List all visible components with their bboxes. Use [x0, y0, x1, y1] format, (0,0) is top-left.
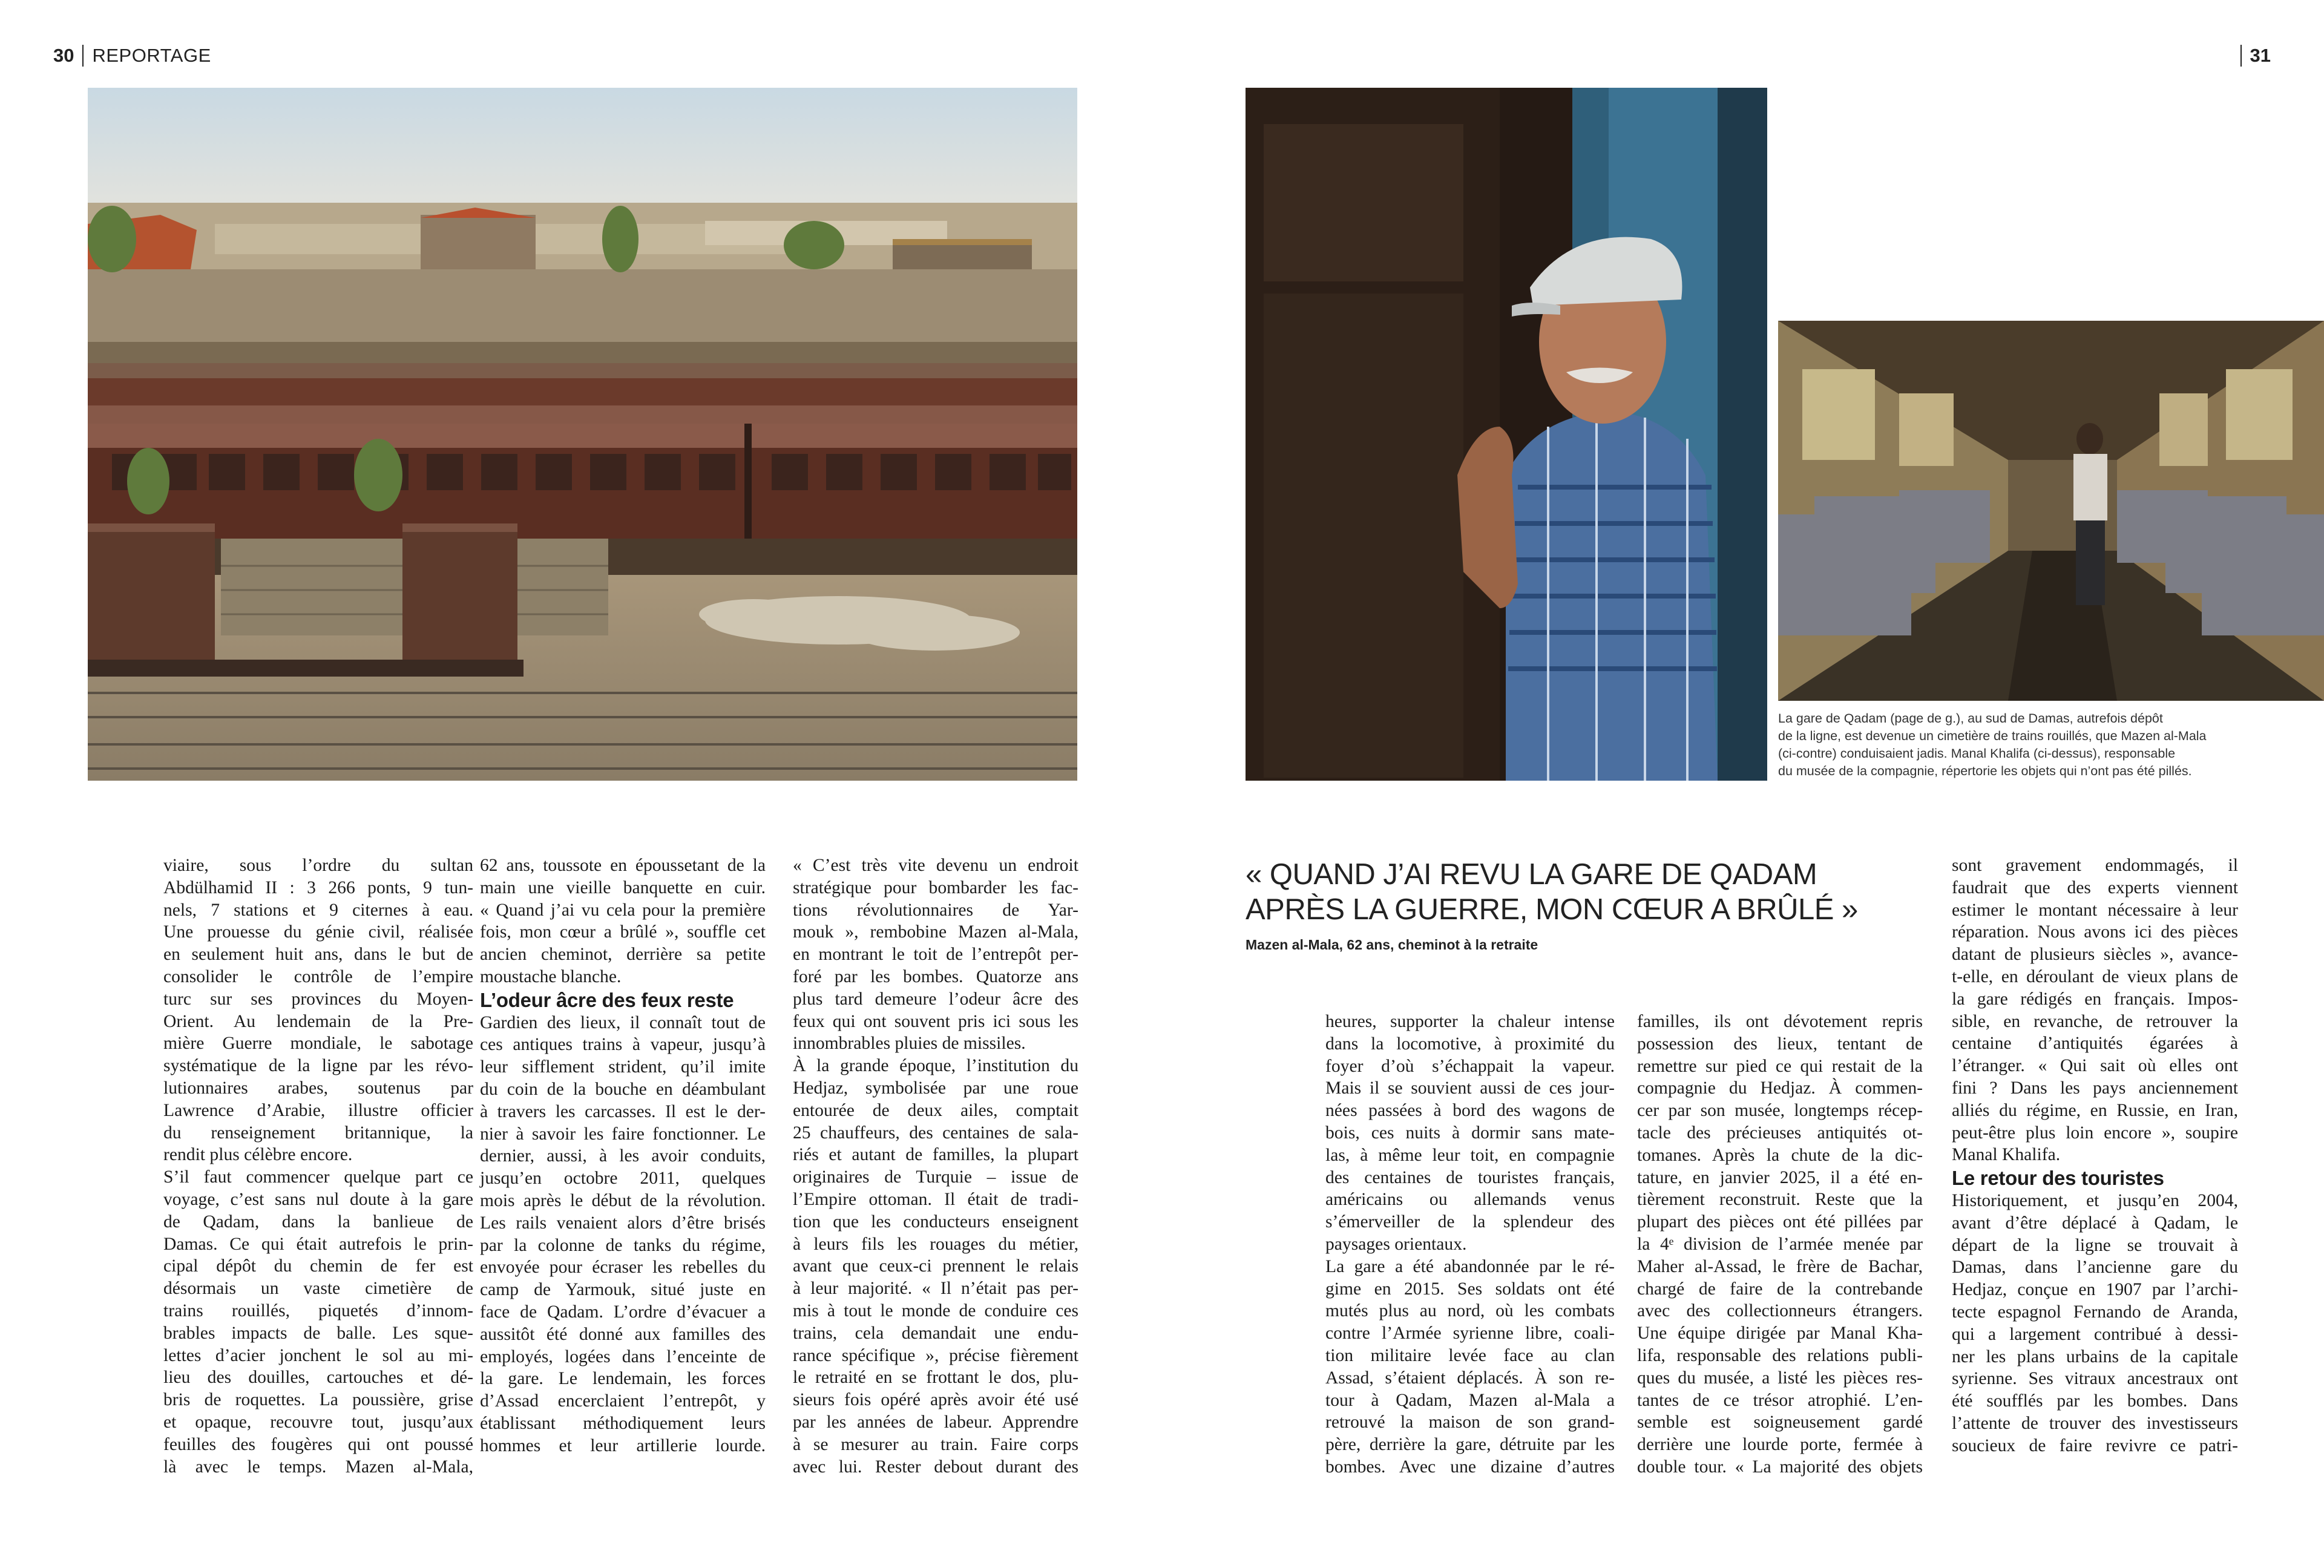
- text-line: leur sifflement strident, qu’il imite: [480, 1057, 766, 1077]
- text-line: lieu des douilles, cartouches et dé-: [163, 1368, 473, 1388]
- text-line: peut-être plus loin encore », soupire: [1952, 1123, 2238, 1143]
- text-line: Assad, s’étaient déplacés. À son re-: [1325, 1368, 1615, 1388]
- text-line: à leurs fils les rouages du métier,: [793, 1234, 1078, 1254]
- text-line: cipal dépôt du chemin de fer est: [163, 1256, 473, 1276]
- column-subheading: Le retour des touristes: [1952, 1167, 2164, 1190]
- text-line: alliés du régime, en Russie, en Iran,: [1952, 1100, 2238, 1120]
- text-line: fois, mon cœur a brûlé », souffle cet: [480, 922, 766, 942]
- text-line: Manal Khalifa.: [1952, 1145, 2061, 1165]
- column-subheading: L’odeur âcre des feux reste: [480, 988, 734, 1011]
- text-line: hommes et leur artillerie lourde.: [480, 1435, 766, 1455]
- caption-line: du musée de la compagnie, répertorie les objets qui n’ont pas été pillés.: [1778, 764, 2192, 778]
- text-line: entourée de deux ailes, comptait: [793, 1100, 1078, 1120]
- text-line: cer par son musée, longtemps récep-: [1637, 1101, 1923, 1121]
- text-line: derrière une lourde porte, fermée à: [1637, 1435, 1923, 1455]
- caption-line: (ci-contre) conduisaient jadis. Manal Khalifa (ci-dessus), responsable: [1778, 746, 2176, 761]
- text-line: Gardien des lieux, il connaît tout de: [480, 1012, 766, 1032]
- text-line: ces antiques trains à vapeur, jusqu’à: [480, 1035, 766, 1055]
- text-column-6: [1952, 855, 2238, 1457]
- text-line: Une prouesse du génie civil, réalisée: [163, 922, 473, 942]
- text-line: feuilles des fougères qui ont poussé: [163, 1434, 473, 1454]
- text-line: ner les plans urbains de la capitale: [1952, 1347, 2238, 1366]
- text-line: employés, logées dans l’enceinte de: [480, 1347, 766, 1366]
- text-line: face de Qadam. L’ordre d’évacuer a: [480, 1302, 766, 1322]
- text-line: par la colonne de tanks du régime,: [480, 1235, 766, 1255]
- text-line: consolider le contrôle de l’empire: [163, 966, 473, 986]
- text-line: mis à tout le monde de conduire ces: [793, 1301, 1078, 1320]
- text-line: Historiquement, et jusqu’en 2004,: [1952, 1190, 2238, 1210]
- text-line: semble est soigneusement gardé: [1637, 1412, 1923, 1432]
- text-line: départ de la ligne se trouvait à: [1952, 1235, 2238, 1255]
- station-photo: [88, 88, 1077, 781]
- page-number-right: 31: [2250, 45, 2271, 66]
- text-line: Hedjaz, conçue en 1907 par l’archi-: [1952, 1280, 2238, 1300]
- text-line: l’attente de trouver des investisseurs: [1952, 1413, 2238, 1433]
- text-line: bombes. Avec une dizaine d’autres: [1325, 1457, 1615, 1477]
- text-line: trains, cela demandait une endu-: [793, 1323, 1078, 1343]
- text-line: plupart des pièces ont été pillées par: [1637, 1212, 1923, 1232]
- text-line: las, à même leur toit, en compagnie: [1325, 1145, 1615, 1165]
- text-line: brables impacts de balle. Les sque-: [163, 1323, 473, 1343]
- text-line: aussitôt été donné aux familles des: [480, 1324, 766, 1344]
- text-line: l’étranger. « Qui sait où elles ont: [1952, 1056, 2238, 1076]
- text-line: paysages orientaux.: [1325, 1234, 1467, 1254]
- text-line: lutionnaires arabes, soutenus par: [163, 1078, 473, 1098]
- text-line: retrouvé la maison de son grand-: [1325, 1412, 1615, 1432]
- text-line: familles, ils ont dévotement repris: [1637, 1012, 1923, 1031]
- text-line: été soufflés par les bombes. Dans: [1952, 1391, 2238, 1411]
- pull-quote-line: APRÈS LA GUERRE, MON CŒUR A BRÛLÉ »: [1246, 893, 1858, 926]
- station-photo-illustration: [88, 88, 1077, 781]
- text-line: et opaque, recouvre tout, jusqu’aux: [163, 1412, 473, 1432]
- text-line: tomanes. Après la chute de la dic-: [1637, 1145, 1923, 1165]
- text-line: jusqu’en octobre 2011, quelques: [480, 1169, 766, 1189]
- text-line: plus tard demeure l’odeur âcre des: [793, 989, 1078, 1009]
- folio-divider: [2240, 45, 2242, 67]
- text-line: estimer le montant nécessaire à leur: [1952, 900, 2238, 920]
- text-line: du renseignement britannique, la: [163, 1123, 473, 1143]
- interior-photo: [1778, 321, 2324, 701]
- text-line: d’Assad encerclaient l’entrepôt, y: [480, 1391, 766, 1411]
- text-line: Les rails venaient alors d’être brisés: [480, 1213, 766, 1233]
- text-line: riés et autant de familles, la plupart: [793, 1145, 1078, 1165]
- text-line: camp de Yarmouk, situé juste en: [480, 1280, 766, 1300]
- text-column-5: [1637, 1011, 1923, 1478]
- text-line: avec lui. Rester debout durant des: [793, 1457, 1078, 1477]
- text-line: heures, supporter la chaleur intense: [1325, 1012, 1615, 1031]
- text-line: nels, 7 stations et 9 citernes à eau.: [163, 900, 473, 920]
- text-line: compagnie du Hedjaz. À commen-: [1637, 1078, 1923, 1098]
- text-line: centaine d’antiquités égarées à: [1952, 1034, 2238, 1054]
- text-line: « C’est très vite devenu un endroit: [793, 856, 1078, 875]
- text-line: tecte espagnol Fernando de Aranda,: [1952, 1302, 2238, 1322]
- caption-line: de la ligne, est devenue un cimetière de trains rouillés, que Mazen al-Mala: [1778, 729, 2207, 743]
- text-line: qui a largement contribué à dessi-: [1952, 1324, 2238, 1344]
- text-line: père, derrière la gare, détruite par les: [1325, 1435, 1615, 1455]
- text-line: possession des lieux, tentant de: [1637, 1034, 1923, 1054]
- text-line: gime en 2015. Ses soldats ont été: [1325, 1279, 1615, 1299]
- text-line: fini ? Dans les pays anciennement: [1952, 1078, 2238, 1098]
- text-line: syrienne. Ses vitraux ancestraux ont: [1952, 1369, 2238, 1389]
- folio-divider: [82, 45, 84, 67]
- text-line: voyage, c’est sans nul doute à la gare: [163, 1189, 473, 1209]
- text-line: là avec le temps. Mazen al-Mala,: [163, 1457, 473, 1477]
- text-line: la gare. Le lendemain, les forces: [480, 1369, 766, 1389]
- text-line: sible, en revanche, de retrouver la: [1952, 1011, 2238, 1031]
- text-line: rance spécifique », précise fièrement: [793, 1345, 1078, 1365]
- text-line: double tour. « La majorité des objets: [1637, 1457, 1923, 1477]
- text-line: 25 chauffeurs, des centaines de sala-: [793, 1123, 1078, 1143]
- text-column-4: [1325, 1011, 1615, 1478]
- text-line: mière Guerre mondiale, le sabotage: [163, 1034, 473, 1054]
- folio-right: [2232, 45, 2271, 67]
- text-column-1: [163, 855, 473, 1478]
- text-line: datant de plusieurs siècles », avance-: [1952, 945, 2238, 965]
- text-line: l’Empire ottoman. Il était de tradi-: [793, 1189, 1078, 1209]
- text-line: contre l’Armée syrienne libre, coali-: [1325, 1324, 1615, 1343]
- text-line: des centaines de touristes français,: [1325, 1167, 1615, 1187]
- caption-line: La gare de Qadam (page de g.), au sud de Damas, autrefois dépôt: [1778, 711, 2163, 726]
- text-line: sont gravement endommagés, il: [1952, 856, 2238, 875]
- text-line: ques du musée, a listé les pièces res-: [1637, 1368, 1923, 1388]
- text-line: Orient. Au lendemain de la Pre-: [163, 1011, 473, 1031]
- text-line: La gare a été abandonnée par le ré-: [1325, 1256, 1615, 1276]
- portrait-photo-illustration: [1246, 88, 1767, 781]
- text-line: dans la locomotive, à proximité du: [1325, 1034, 1615, 1054]
- pull-quote-attribution: Mazen al-Mala, 62 ans, cheminot à la retraite: [1246, 937, 1538, 953]
- text-line: tion militaire levée face au clan: [1325, 1345, 1615, 1365]
- text-line: le retraité en se frottant le dos, plu-: [793, 1368, 1078, 1388]
- text-line: sieurs fois opéré après avoir été usé: [793, 1390, 1078, 1410]
- text-line: désormais un vaste cimetière de: [163, 1279, 473, 1299]
- text-line: nier à savoir les faire fonctionner. Le: [480, 1124, 766, 1144]
- text-line: Maher al-Assad, le frère de Bachar,: [1637, 1256, 1923, 1276]
- text-line: mois après le début de la révolution.: [480, 1190, 766, 1210]
- text-line: avant d’être déplacé à Qadam, le: [1952, 1213, 2238, 1233]
- text-line: lifa, responsable des relations publi-: [1637, 1345, 1923, 1365]
- text-line: en montrant le toit de l’entrepôt per-: [793, 945, 1078, 965]
- text-line: main une vieille banquette en cuir.: [480, 877, 766, 897]
- text-line: originaires de Turquie – issue de: [793, 1167, 1078, 1187]
- photo-caption: [1778, 710, 2274, 780]
- pull-quote: [1246, 857, 1858, 927]
- text-line: tature, en janvier 2025, il a été en-: [1637, 1167, 1923, 1187]
- text-line: S’il faut commencer quelque part ce: [163, 1167, 473, 1187]
- text-line: foré par les bombes. Quatorze ans: [793, 966, 1078, 986]
- portrait-photo: [1246, 88, 1767, 781]
- pull-quote-line: « QUAND J’AI REVU LA GARE DE QADAM: [1246, 858, 1817, 891]
- text-line: faudrait que des experts viennent: [1952, 877, 2238, 897]
- text-line: Hedjaz, symbolisée par une roue: [793, 1078, 1078, 1098]
- text-line: « Quand j’ai vu cela pour la première: [480, 900, 766, 920]
- text-line: viaire, sous l’ordre du sultan: [163, 856, 473, 875]
- text-line: du coin de la bouche en déambulant: [480, 1079, 766, 1099]
- text-line: mutés plus au nord, où les combats: [1325, 1301, 1615, 1321]
- text-line: lettes d’acier jonchent le sol au mi-: [163, 1345, 473, 1365]
- text-line: remettre sur pied ce qui restait de la: [1637, 1056, 1923, 1076]
- text-line: de Qadam, dans la banlieue de: [163, 1212, 473, 1232]
- page-number-left: 30: [53, 45, 74, 66]
- text-line: turc sur ses provinces du Moyen-: [163, 989, 473, 1009]
- text-line: nées passées à bord des wagons de: [1325, 1101, 1615, 1121]
- text-line: tantes de ce trésor atrophié. L’en-: [1637, 1390, 1923, 1410]
- text-line: tions révolutionnaires de Yar-: [793, 900, 1078, 920]
- text-line: avant que ceux-ci prennent le relais: [793, 1256, 1078, 1276]
- folio-left: [53, 45, 211, 67]
- text-line: t-elle, en déroulant de vieux plans de: [1952, 966, 2238, 986]
- text-line: trains rouillés, piquetés d’innom-: [163, 1301, 473, 1320]
- text-line: bris de roquettes. La poussière, grise: [163, 1390, 473, 1410]
- text-column-2: [480, 855, 766, 1457]
- text-line: tacle des précieuses antiquités ot-: [1637, 1123, 1923, 1143]
- text-line: établissant méthodiquement leurs: [480, 1413, 766, 1433]
- text-line: Damas, dans l’ancienne gare du: [1952, 1258, 2238, 1278]
- text-line: bois, ces nuits à dormir sans mate-: [1325, 1123, 1615, 1143]
- text-line: tour à Qadam, Mazen al-Mala a: [1325, 1390, 1615, 1410]
- text-line: systématique de la ligne par les révo-: [163, 1056, 473, 1076]
- text-line: la 4ᵉ division de l’armée menée par: [1637, 1234, 1923, 1254]
- text-line: Mais il se souvient aussi de ces jour-: [1325, 1078, 1615, 1098]
- text-line: tion que les conducteurs enseignent: [793, 1212, 1078, 1232]
- text-line: foyer d’où s’échappait la vapeur.: [1325, 1056, 1615, 1076]
- text-line: à leur majorité. « Il n’était pas per-: [793, 1279, 1078, 1299]
- text-line: Une équipe dirigée par Manal Kha-: [1637, 1324, 1923, 1343]
- text-line: mouk », rembobine Mazen al-Mala,: [793, 922, 1078, 942]
- text-line: s’émerveiller de la splendeur des: [1325, 1212, 1615, 1232]
- text-line: Damas. Ce qui était autrefois le prin-: [163, 1234, 473, 1254]
- text-line: innombrables pluies de missiles.: [793, 1034, 1026, 1054]
- text-line: en seulement huit ans, dans le but de: [163, 945, 473, 965]
- text-line: chargé de faire de la contrebande: [1637, 1279, 1923, 1299]
- section-label: REPORTAGE: [92, 45, 211, 66]
- text-line: envoyée pour écraser les rebelles du: [480, 1258, 766, 1278]
- text-line: rendit plus célèbre encore.: [163, 1145, 353, 1165]
- text-line: la gare rédigés en français. Impos-: [1952, 989, 2238, 1009]
- text-line: à travers les carcasses. Il est le der-: [480, 1101, 766, 1121]
- text-line: réparation. Nous avons ici des pièces: [1952, 922, 2238, 942]
- text-line: soucieux de faire revivre ce patri-: [1952, 1435, 2238, 1455]
- text-line: américains ou allemands venus: [1325, 1190, 1615, 1210]
- text-line: Lawrence d’Arabie, illustre officier: [163, 1100, 473, 1120]
- text-line: 62 ans, toussote en époussetant de la: [480, 856, 766, 875]
- text-line: feux qui ont souvent pris ici sous les: [793, 1011, 1078, 1031]
- text-line: Abdülhamid II : 3 266 ponts, 9 tun-: [163, 877, 473, 897]
- text-line: dernier, aussi, à les avoir conduits,: [480, 1146, 766, 1166]
- text-column-3: [793, 855, 1078, 1478]
- text-line: moustache blanche.: [480, 966, 622, 986]
- interior-photo-illustration: [1778, 321, 2324, 701]
- text-line: avec des collectionneurs étrangers.: [1637, 1301, 1923, 1321]
- text-line: à se mesurer au train. Faire corps: [793, 1434, 1078, 1454]
- text-line: tièrement reconstruit. Reste que la: [1637, 1190, 1923, 1210]
- text-line: À la grande époque, l’institution du: [793, 1056, 1078, 1076]
- text-line: ancien cheminot, derrière sa petite: [480, 945, 766, 965]
- text-line: par les années de labeur. Apprendre: [793, 1412, 1078, 1432]
- text-line: stratégique pour bombarder les fac-: [793, 877, 1078, 897]
